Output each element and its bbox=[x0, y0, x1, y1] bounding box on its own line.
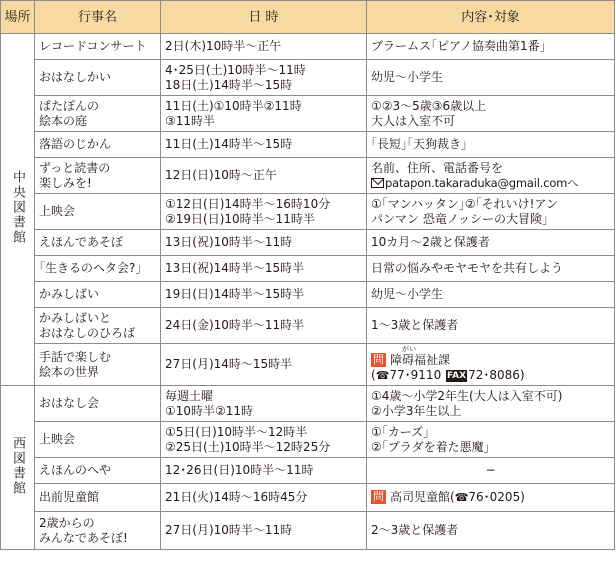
event-datetime: 12･26日(日)10時半〜11時 bbox=[161, 458, 367, 484]
table-row bbox=[1, 230, 615, 256]
table-row bbox=[1, 96, 615, 132]
event-content: 幼児〜小学生 bbox=[367, 282, 615, 308]
event-datetime: 4･25日(土)10時半〜11時 18日(土)14時半〜15時 bbox=[161, 60, 367, 96]
event-datetime: 2日(木)10時半〜正午 bbox=[161, 34, 367, 60]
event-name: ｢生きるのヘタ会?｣ bbox=[35, 256, 161, 282]
event-datetime: 13日(祝)14時半〜15時半 bbox=[161, 256, 367, 282]
fax-icon: FAX bbox=[447, 370, 467, 381]
telephone-icon: ☎ bbox=[454, 491, 469, 504]
event-datetime: 19日(日)14時半〜15時半 bbox=[161, 282, 367, 308]
inquiry-tag: 問 bbox=[373, 352, 384, 366]
header-place: 場所 bbox=[1, 1, 35, 34]
table-row bbox=[1, 344, 615, 386]
event-name: ずっと読書の 楽しみを! bbox=[35, 158, 161, 194]
header-content: 内容･対象 bbox=[367, 1, 615, 34]
table-row bbox=[1, 422, 615, 458]
email-line bbox=[371, 176, 610, 191]
event-content: 幼児〜小学生 bbox=[367, 60, 615, 96]
event-name: 上映会 bbox=[35, 194, 161, 230]
event-name: えほんであそぼ bbox=[35, 230, 161, 256]
event-name: 上映会 bbox=[35, 422, 161, 458]
table-row bbox=[1, 132, 615, 158]
table-row bbox=[1, 158, 615, 194]
event-content: − bbox=[367, 458, 615, 484]
event-name: えほんのへや bbox=[35, 458, 161, 484]
event-name: かみしばい bbox=[35, 282, 161, 308]
table-row bbox=[1, 256, 615, 282]
table-row bbox=[1, 484, 615, 512]
place-west: 西図書館 bbox=[1, 386, 35, 550]
table-header-row bbox=[1, 1, 615, 34]
event-datetime: 毎週土曜 ①10時半②11時 bbox=[161, 386, 367, 422]
event-name: 落語のじかん bbox=[35, 132, 161, 158]
event-name: レコードコンサート bbox=[35, 34, 161, 60]
event-content bbox=[367, 484, 615, 512]
event-content: 1〜3歳と保護者 bbox=[367, 308, 615, 344]
event-name: おはなしかい bbox=[35, 60, 161, 96]
event-content: 2〜3歳と保護者 bbox=[367, 512, 615, 550]
table-row bbox=[1, 308, 615, 344]
table-row bbox=[1, 458, 615, 484]
fax-number: 72･8086) bbox=[468, 367, 525, 382]
inquiry-line bbox=[371, 344, 610, 368]
event-content: ①②3〜5歳③6歳以上 大人は入室不可 bbox=[367, 96, 615, 132]
event-datetime: 11日(土)①10時半②11時 ③11時半 bbox=[161, 96, 367, 132]
event-name: 手話で楽しむ 絵本の世界 bbox=[35, 344, 161, 386]
table-row bbox=[1, 60, 615, 96]
inquiry-tag: 問 bbox=[373, 490, 384, 503]
event-name: 出前児童館 bbox=[35, 484, 161, 512]
event-datetime: 24日(金)10時半〜11時半 bbox=[161, 308, 367, 344]
event-datetime: 27日(月)10時半〜11時 bbox=[161, 512, 367, 550]
event-name: 2歳からの みんなであそぼ! bbox=[35, 512, 161, 550]
email-suffix: へ bbox=[567, 175, 579, 190]
event-content: 日常の悩みやモヤモヤを共有しよう bbox=[367, 256, 615, 282]
event-datetime: 12日(日)10時〜正午 bbox=[161, 158, 367, 194]
table-row bbox=[1, 34, 615, 60]
table-row bbox=[1, 512, 615, 550]
event-datetime: 13日(祝)10時半〜11時 bbox=[161, 230, 367, 256]
event-name: おはなし会 bbox=[35, 386, 161, 422]
event-datetime: 11日(土)14時半〜15時 bbox=[161, 132, 367, 158]
event-datetime: ①12日(日)14時半〜16時10分 ②19日(日)10時半〜11時半 bbox=[161, 194, 367, 230]
table-row bbox=[1, 282, 615, 308]
event-name: ぱたぽんの 絵本の庭 bbox=[35, 96, 161, 132]
event-content: ブラームス｢ピアノ協奏曲第1番｣ bbox=[367, 34, 615, 60]
header-event: 行事名 bbox=[35, 1, 161, 34]
dept-ruby: がい 碍 bbox=[402, 344, 417, 367]
event-content bbox=[367, 158, 615, 194]
envelope-icon bbox=[371, 178, 384, 188]
table-row bbox=[1, 386, 615, 422]
contact-line: (☎77･9110 FAX 72･8086) bbox=[371, 367, 525, 382]
event-content: ①｢マンハッタン｣②｢それいけ!アン パンマン 恐竜ノッシーの大冒険｣ bbox=[367, 194, 615, 230]
tel-number: 77･9110 bbox=[389, 367, 442, 382]
event-content: ①4歳〜小学2年生(大人は入室不可) ②小学3年生以上 bbox=[367, 386, 615, 422]
telephone-icon: ☎ bbox=[375, 368, 390, 382]
content-line: 名前、住所、電話番号を bbox=[371, 160, 504, 175]
event-datetime: 21日(火)14時〜16時45分 bbox=[161, 484, 367, 512]
contact-name: 高司児童館( bbox=[390, 490, 455, 504]
header-datetime: 日 時 bbox=[161, 1, 367, 34]
event-content: 10カ月〜2歳と保護者 bbox=[367, 230, 615, 256]
event-name: かみしばいと おはなしのひろば bbox=[35, 308, 161, 344]
place-central: 中央図書館 bbox=[1, 34, 35, 386]
event-content: ①｢カーズ｣ ②｢プラダを着た悪魔｣ bbox=[367, 422, 615, 458]
event-content bbox=[367, 344, 615, 386]
email-address[interactable]: patapon.takaraduka@gmail.com bbox=[385, 175, 568, 190]
event-content: ｢長短｣｢天狗裁き｣ bbox=[367, 132, 615, 158]
event-datetime: 27日(月)14時〜15時半 bbox=[161, 344, 367, 386]
tel-number: 76･0205) bbox=[468, 490, 525, 504]
event-datetime: ①5日(日)10時半〜12時半 ②25日(土)10時半〜12時25分 bbox=[161, 422, 367, 458]
dept-name: 障 がい 碍福祉課 bbox=[390, 344, 451, 367]
table-row bbox=[1, 194, 615, 230]
